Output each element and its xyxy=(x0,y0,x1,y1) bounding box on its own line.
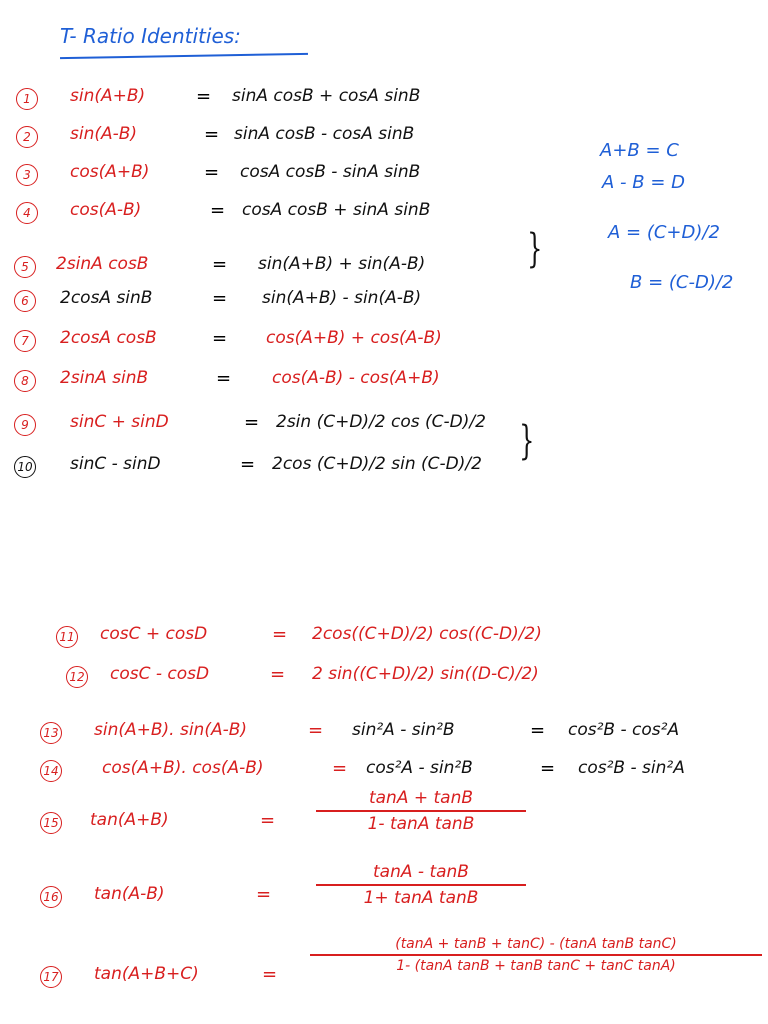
equals-sign: = xyxy=(272,624,288,645)
fraction xyxy=(316,788,526,834)
identity-row-8 xyxy=(0,366,768,400)
equals-sign: = xyxy=(270,664,286,685)
item-number: 6 xyxy=(14,290,36,312)
equals-sign: = xyxy=(210,200,226,221)
fraction-denominator: 1+ tanA tanB xyxy=(363,887,479,908)
side-note: A+B = C xyxy=(600,140,679,161)
item-number: 14 xyxy=(40,760,62,782)
side-note: A = (C+D)/2 xyxy=(608,222,720,243)
fraction-denominator: 1- (tanA tanB + tanB tanC + tanC tanA) xyxy=(396,957,676,974)
item-number: 5 xyxy=(14,256,36,278)
fraction-numerator: tanA - tanB xyxy=(373,862,469,882)
identity-rhs: cosA cosB + sinA sinB xyxy=(242,200,431,220)
item-number: 1 xyxy=(16,88,38,110)
identity-rhs: sin(A+B) - sin(A-B) xyxy=(262,288,422,308)
identity-rhs: 2sin (C+D)/2 cos (C-D)/2 xyxy=(276,412,486,432)
page-title: T- Ratio Identities: xyxy=(60,24,241,48)
identity-lhs: 2cosA sinB xyxy=(60,288,153,308)
title-underline xyxy=(60,53,308,59)
identity-lhs: sin(A-B) xyxy=(70,124,138,144)
item-number: 7 xyxy=(14,330,36,352)
side-note: B = (C-D)/2 xyxy=(630,272,734,293)
identity-row-9 xyxy=(0,410,768,444)
identity-lhs: tan(A+B) xyxy=(90,810,169,830)
fraction-denominator: 1- tanA tanB xyxy=(367,813,475,834)
identity-row-17 xyxy=(0,936,768,1010)
equals-sign: = xyxy=(216,368,232,389)
identity-row-1 xyxy=(0,84,768,118)
item-number: 9 xyxy=(14,414,36,436)
item-number: 11 xyxy=(56,626,78,648)
identity-rhs: sin(A+B) + sin(A-B) xyxy=(258,254,426,274)
identity-rhs: sin²A - sin²B xyxy=(352,720,455,740)
identity-rhs: sinA cosB - cosA sinB xyxy=(234,124,415,144)
identity-lhs: sin(A+B) xyxy=(70,86,146,106)
equals-sign: = xyxy=(262,964,278,985)
identity-lhs: sin(A+B). sin(A-B) xyxy=(94,720,248,740)
identity-rhs: cos(A-B) - cos(A+B) xyxy=(272,368,440,388)
identity-rhs: cos(A+B) + cos(A-B) xyxy=(266,328,442,348)
identity-lhs: cos(A+B) xyxy=(70,162,150,182)
identity-lhs: tan(A+B+C) xyxy=(94,964,199,984)
identity-lhs: sinC + sinD xyxy=(70,412,169,432)
side-note: A - B = D xyxy=(602,172,685,193)
curly-brace: } xyxy=(519,418,535,464)
identity-lhs: cos(A-B) xyxy=(70,200,142,220)
equals-sign: = xyxy=(212,328,228,349)
item-number: 10 xyxy=(14,456,36,478)
identity-rhs: 2cos((C+D)/2) cos((C-D)/2) xyxy=(312,624,542,644)
identity-rhs: 2cos (C+D)/2 sin (C-D)/2 xyxy=(272,454,482,474)
identity-row-10 xyxy=(0,452,768,486)
equals-sign: = xyxy=(244,412,260,433)
equals-sign: = xyxy=(332,758,348,779)
item-number: 12 xyxy=(66,666,88,688)
identity-row-12 xyxy=(0,662,768,696)
identity-row-7 xyxy=(0,326,768,360)
equals-sign: = xyxy=(212,288,228,309)
equals-sign: = xyxy=(530,720,546,741)
equals-sign: = xyxy=(204,124,220,145)
identity-lhs: 2sinA sinB xyxy=(60,368,149,388)
item-number: 3 xyxy=(16,164,38,186)
identity-lhs: cos(A+B). cos(A-B) xyxy=(102,758,264,778)
equals-sign: = xyxy=(240,454,256,475)
identity-lhs: 2cosA cosB xyxy=(60,328,157,348)
identity-rhs: 2 sin((C+D)/2) sin((D-C)/2) xyxy=(312,664,539,684)
equals-sign: = xyxy=(256,884,272,905)
equals-sign: = xyxy=(540,758,556,779)
fraction-bar xyxy=(316,884,526,886)
item-number: 8 xyxy=(14,370,36,392)
equals-sign: = xyxy=(212,254,228,275)
identity-lhs: cosC - cosD xyxy=(110,664,210,684)
item-number: 13 xyxy=(40,722,62,744)
curly-brace: } xyxy=(527,226,543,272)
equals-sign: = xyxy=(204,162,220,183)
identity-rhs: cosA cosB - sinA sinB xyxy=(240,162,421,182)
equals-sign: = xyxy=(260,810,276,831)
item-number: 2 xyxy=(16,126,38,148)
identity-row-11 xyxy=(0,622,768,656)
identity-rhs: sinA cosB + cosA sinB xyxy=(232,86,421,106)
identity-lhs: tan(A-B) xyxy=(94,884,165,904)
identity-rhs-2: cos²B - sin²A xyxy=(578,758,685,778)
fraction-numerator: tanA + tanB xyxy=(368,788,474,808)
identity-rhs: cos²A - sin²B xyxy=(366,758,473,778)
identity-row-14 xyxy=(0,756,768,790)
fraction-bar xyxy=(316,810,526,812)
fraction xyxy=(310,936,762,974)
item-number: 17 xyxy=(40,966,62,988)
item-number: 16 xyxy=(40,886,62,908)
equals-sign: = xyxy=(196,86,212,107)
item-number: 4 xyxy=(16,202,38,224)
identity-lhs: cosC + cosD xyxy=(100,624,208,644)
item-number: 15 xyxy=(40,812,62,834)
identity-row-16 xyxy=(0,862,768,930)
identity-lhs: sinC - sinD xyxy=(70,454,161,474)
fraction-numerator: (tanA + tanB + tanC) - (tanA tanB tanC) xyxy=(395,936,677,952)
fraction xyxy=(316,862,526,908)
identity-lhs: 2sinA cosB xyxy=(56,254,149,274)
identity-rhs-2: cos²B - cos²A xyxy=(568,720,680,740)
identity-row-13 xyxy=(0,718,768,752)
fraction-bar xyxy=(310,954,762,956)
equals-sign: = xyxy=(308,720,324,741)
identity-row-15 xyxy=(0,788,768,856)
